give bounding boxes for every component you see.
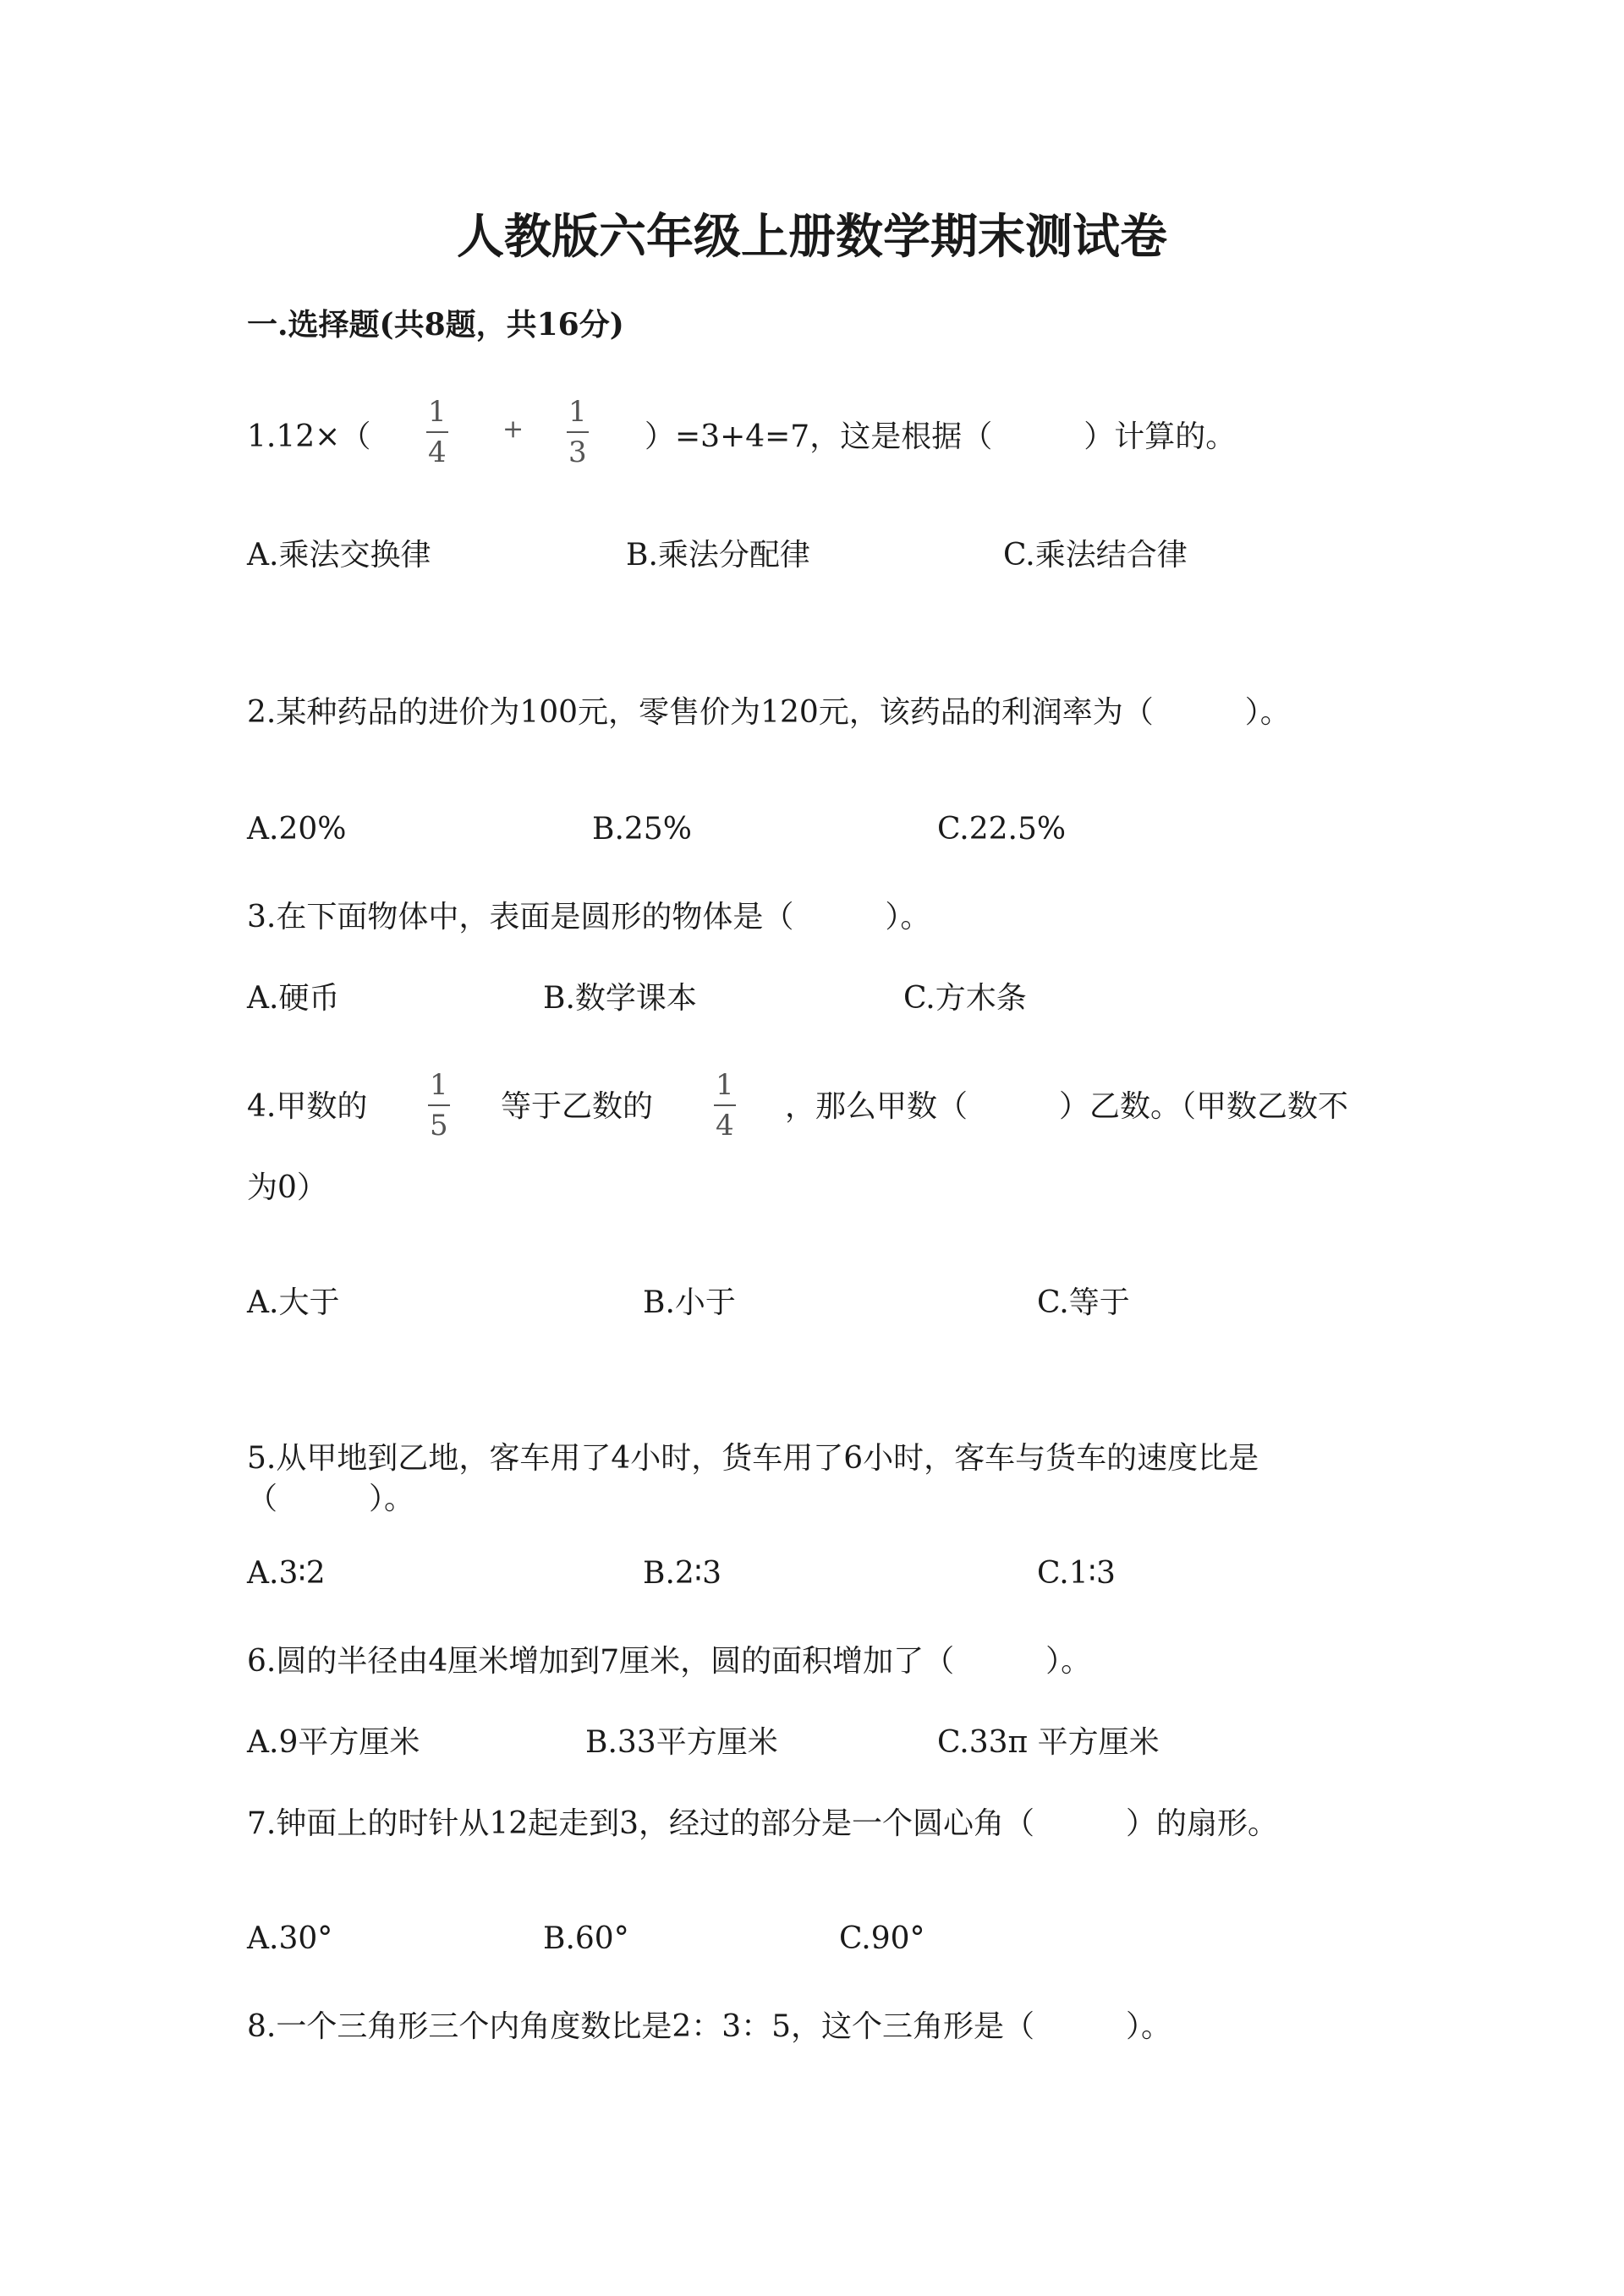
question-1-suffix: ）=3+4=7，这是根据（ ）计算的。 bbox=[645, 419, 1237, 454]
section-heading: 一.选择题(共8题，共16分) bbox=[247, 307, 624, 342]
question-8-text: 8.一个三角形三个内角度数比是2：3：5，这个三角形是（ ）。 bbox=[247, 2009, 1172, 2044]
page-title: 人教版六年级上册数学期末测试卷 bbox=[457, 209, 1167, 265]
question-3-option-c[interactable]: C.方木条 bbox=[903, 981, 1027, 1016]
fraction-bar bbox=[428, 1104, 450, 1106]
question-6-option-b[interactable]: B.33平方厘米 bbox=[585, 1725, 778, 1760]
question-2-option-b[interactable]: B.25% bbox=[592, 812, 692, 847]
question-2-text: 2.某种药品的进价为100元，零售价为120元，该药品的利润率为（ ）。 bbox=[247, 695, 1291, 730]
question-1-option-c[interactable]: C.乘法结合律 bbox=[1003, 538, 1188, 573]
question-4-middle: 等于乙数的 bbox=[501, 1089, 654, 1124]
question-4-prefix: 4.甲数的 bbox=[247, 1089, 368, 1124]
fraction-numerator: 1 bbox=[568, 395, 587, 429]
question-4-fraction-2 bbox=[712, 1068, 738, 1143]
fraction-bar bbox=[714, 1104, 736, 1106]
question-7-option-b[interactable]: B.60° bbox=[543, 1921, 629, 1956]
question-4-fraction-1 bbox=[426, 1068, 452, 1143]
question-3-text: 3.在下面物体中，表面是圆形的物体是（ ）。 bbox=[247, 900, 931, 934]
question-5-option-c[interactable]: C.1∶3 bbox=[1037, 1556, 1116, 1591]
fraction-denominator: 3 bbox=[568, 436, 587, 469]
fraction-denominator: 4 bbox=[428, 436, 447, 469]
question-5-text: 5.从甲地到乙地，客车用了4小时，货车用了6小时，客车与货车的速度比是 bbox=[247, 1441, 1259, 1476]
question-6-text: 6.圆的半径由4厘米增加到7厘米，圆的面积增加了（ ）。 bbox=[247, 1644, 1092, 1679]
question-6-option-a[interactable]: A.9平方厘米 bbox=[247, 1725, 420, 1760]
question-7-option-c[interactable]: C.90° bbox=[839, 1921, 925, 1956]
question-1-fraction-1 bbox=[425, 397, 450, 467]
question-6-option-c[interactable]: C.33π 平方厘米 bbox=[937, 1725, 1160, 1760]
question-3-option-b[interactable]: B.数学课本 bbox=[543, 981, 697, 1016]
question-4-option-c[interactable]: C.等于 bbox=[1037, 1285, 1130, 1320]
question-5-option-a[interactable]: A.3∶2 bbox=[247, 1556, 326, 1591]
fraction-numerator: 1 bbox=[430, 1068, 448, 1102]
fraction-denominator: 5 bbox=[430, 1109, 448, 1143]
question-4-option-b[interactable]: B.小于 bbox=[643, 1285, 736, 1320]
fraction-bar bbox=[567, 431, 589, 433]
question-3-option-a[interactable]: A.硬币 bbox=[247, 981, 340, 1016]
fraction-bar bbox=[426, 431, 448, 433]
question-5-option-b[interactable]: B.2∶3 bbox=[643, 1556, 722, 1591]
question-1-option-a[interactable]: A.乘法交换律 bbox=[247, 538, 431, 573]
question-1-fraction-2 bbox=[565, 397, 590, 467]
question-4-suffix: ，那么甲数（ ）乙数。（甲数乙数不 bbox=[785, 1089, 1349, 1124]
fraction-denominator: 4 bbox=[716, 1109, 734, 1143]
question-2-option-c[interactable]: C.22.5% bbox=[937, 812, 1067, 847]
question-4-line-2: 为0） bbox=[247, 1170, 327, 1205]
question-1-option-b[interactable]: B.乘法分配律 bbox=[626, 538, 810, 573]
question-7-option-a[interactable]: A.30° bbox=[247, 1921, 333, 1956]
question-5-line-2: （ ）。 bbox=[247, 1482, 415, 1516]
fraction-numerator: 1 bbox=[716, 1068, 734, 1102]
question-1-plus: + bbox=[502, 414, 524, 444]
question-4-option-a[interactable]: A.大于 bbox=[247, 1285, 340, 1320]
question-7-text: 7.钟面上的时针从12起走到3，经过的部分是一个圆心角（ ）的扇形。 bbox=[247, 1806, 1279, 1841]
fraction-numerator: 1 bbox=[428, 395, 447, 429]
question-2-option-a[interactable]: A.20% bbox=[247, 812, 347, 847]
question-1-prefix: 1.12×（ bbox=[247, 419, 371, 454]
